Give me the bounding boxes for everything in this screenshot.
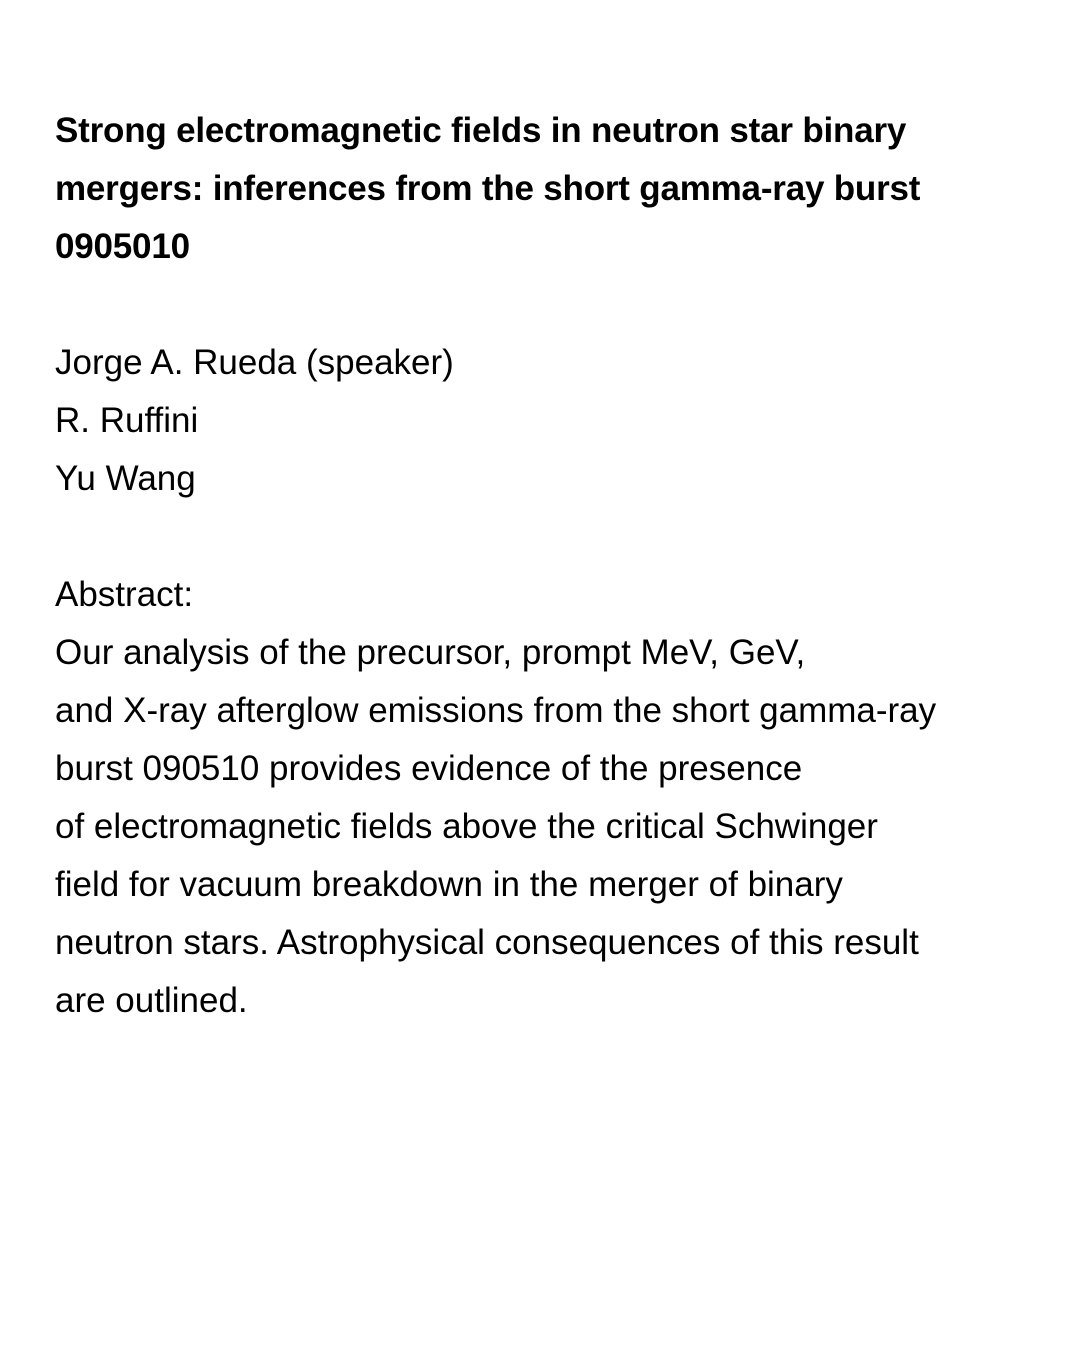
abstract-line: burst 090510 provides evidence of the presence <box>55 749 803 788</box>
abstract-line: neutron stars. Astrophysical consequences of this result <box>55 923 919 962</box>
author-list <box>55 334 1045 508</box>
abstract-section <box>55 566 1045 1030</box>
abstract-line: Our analysis of the precursor, prompt MeV, GeV, <box>55 633 806 672</box>
document-title <box>55 102 1045 276</box>
abstract-line: of electromagnetic fields above the critical Schwinger <box>55 807 878 846</box>
title-line: mergers: inferences from the short gamma-ray burst <box>55 169 921 208</box>
abstract-line: and X-ray afterglow emissions from the short gamma-ray <box>55 691 937 730</box>
abstract-label: Abstract: <box>55 575 194 614</box>
abstract-line: are outlined. <box>55 981 248 1020</box>
title-line: Strong electromagnetic fields in neutron star binary <box>55 111 907 150</box>
author-name: Jorge A. Rueda (speaker) <box>55 343 454 382</box>
author-name: Yu Wang <box>55 459 196 498</box>
abstract-line: field for vacuum breakdown in the merger of binary <box>55 865 843 904</box>
author-name: R. Ruffini <box>55 401 199 440</box>
title-line: 0905010 <box>55 227 190 266</box>
document-page <box>55 102 1045 1030</box>
